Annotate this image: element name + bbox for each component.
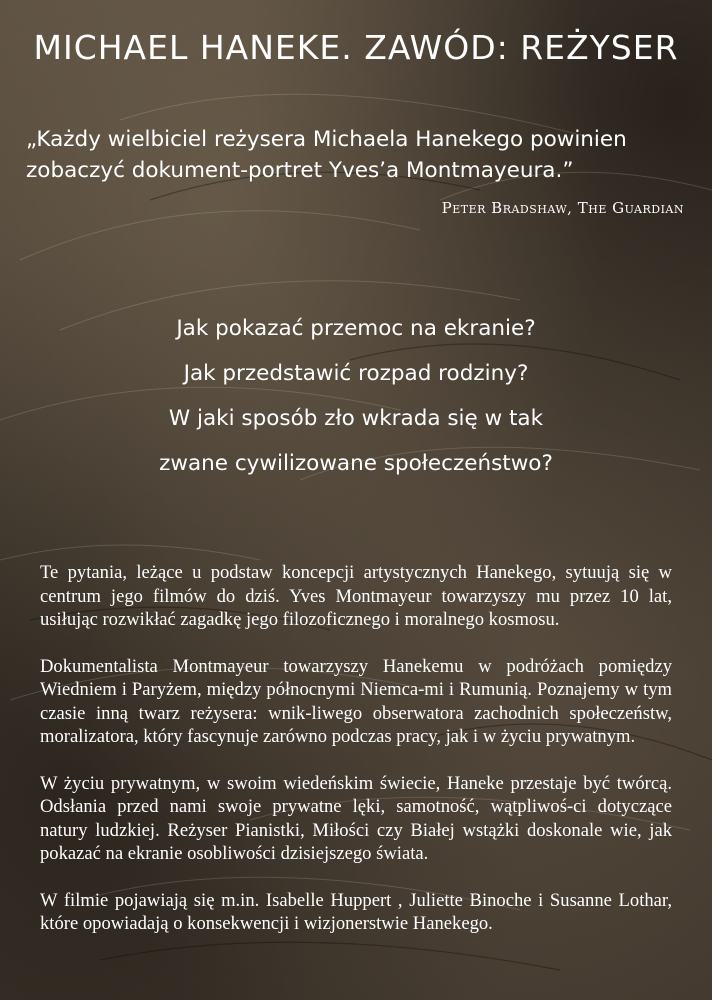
quote-attribution: Peter Bradshaw, The Guardian [441, 199, 684, 217]
page-title: MICHAEL HANEKE. ZAWÓD: REŻYSER [33, 28, 679, 67]
press-quote: „Każdy wielbiciel reżysera Michaela Hanekego powinien zobaczyć dokument-portret Yves’a Montmayeura.” [26, 127, 627, 183]
question-line: Jak pokazać przemoc na ekranie? [176, 316, 536, 341]
questions-block [0, 306, 712, 486]
description-paragraph: W filmie pojawiają się m.in. Isabelle Huppert , Juliette Binoche i Susanne Lothar, które opowiadają o konsekwencji i wizjonerstwie Hanekego. [40, 889, 672, 934]
description-body [40, 561, 672, 959]
question-line: Jak przedstawić rozpad rodziny? [183, 361, 529, 386]
description-paragraph: W życiu prywatnym, w swoim wiedeńskim świecie, Haneke przestaje być twórcą. Odsłania przed nami swoje prywatne lęki, samotność, wątpliwoś-ci dotyczące natury ludzkiej. Reżyser Pianistki, Miłości czy Białej wstążki doskonale wie, jak pokazać na ekranie osobliwości dzisiejszego świata. [40, 772, 672, 864]
question-line: W jaki sposób zło wkrada się w tak [168, 406, 544, 431]
description-paragraph: Dokumentalista Montmayeur towarzyszy Hanekemu w podróżach pomiędzy Wiedniem i Paryżem, między północnymi Niemca-mi i Rumunią. Poznajemy w tym czasie inną twarz reżysera: wnik-liwego obserwatora zachodnich społeczeństw, moralizatora, który fascynuje zarówno podczas pracy, jak i w życiu prywatnym. [40, 655, 672, 747]
question-line: zwane cywilizowane społeczeństwo? [159, 451, 553, 476]
description-paragraph: Te pytania, leżące u podstaw koncepcji artystycznych Hanekego, sytuują się w centrum jego filmów do dziś. Yves Montmayeur towarzyszy mu przez 10 lat, usiłując rozwikłać zagadkę jego filozoficznego i moralnego kosmosu. [40, 562, 672, 630]
